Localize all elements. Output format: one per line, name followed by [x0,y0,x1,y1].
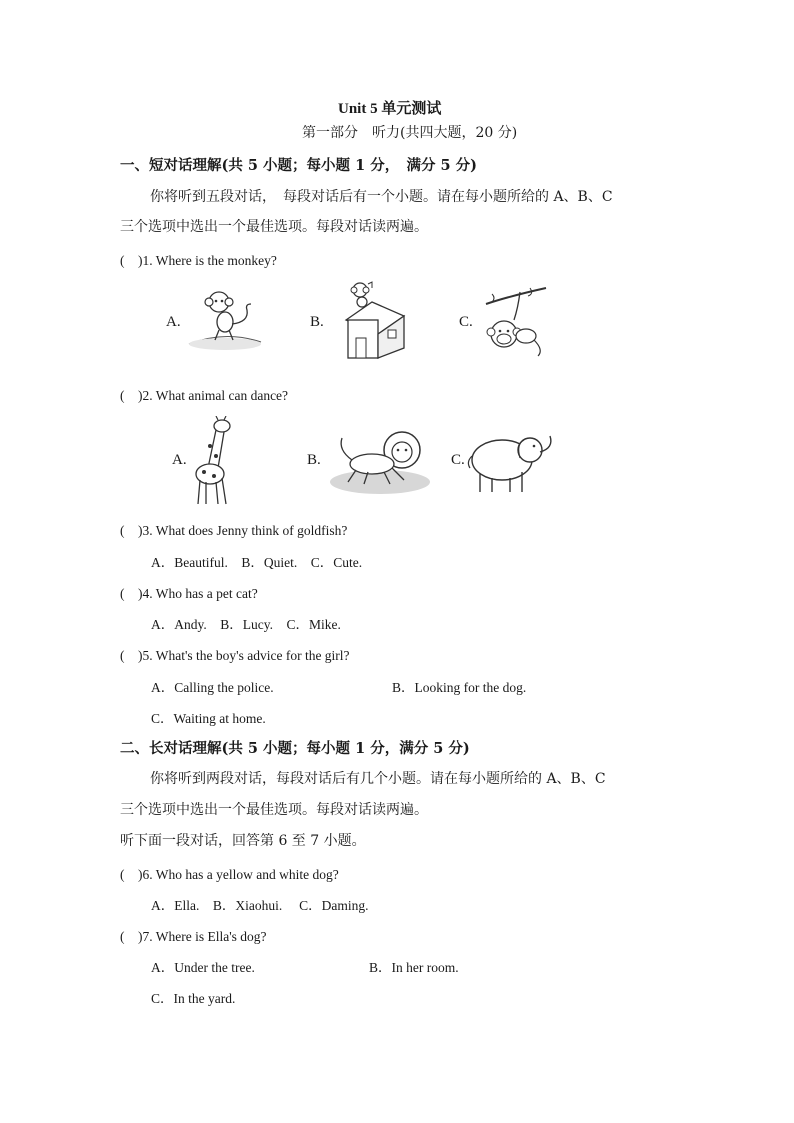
q1-option-c-label: C. [459,314,473,330]
section2-heading: 二、长对话理解(共 5 小题；每小题 1 分，满分 5 分) [120,740,470,757]
question-7-option-c: C．In the yard. [151,991,236,1006]
question-7-option-a: A．Under the tree. [151,960,255,975]
question-2-stem: ( )2. What animal can dance? [120,388,289,403]
monkey-hanging-from-tree-icon [480,284,550,360]
question-1-stem: ( )1. Where is the monkey? [120,253,277,268]
giraffe-icon [188,416,240,506]
q2-option-a-label: A. [172,452,187,468]
section2-sub-instruction: 听下面一段对话，回答第 6 至 7 小题。 [120,833,366,849]
q2-option-b-label: B. [307,452,321,468]
page-title: Unit 5 单元测试 [338,101,442,117]
question-5-stem: ( )5. What's the boy's advice for the girl? [120,648,350,663]
section1-instruction-line2: 三个选项中选出一个最佳选项。每段对话读两遍。 [120,219,428,235]
q1-option-a-label: A. [166,314,181,330]
section1-heading: 一、短对话理解(共 5 小题；每小题 1 分， 满分 5 分) [120,157,478,174]
monkey-on-ground-icon [185,282,265,352]
question-5-option-b: B．Looking for the dog. [392,680,527,695]
section2-instruction-line2: 三个选项中选出一个最佳选项。每段对话读两遍。 [120,802,428,818]
question-6-options: A．Ella. B．Xiaohui. C．Daming. [151,898,369,913]
elephant-icon [462,428,558,496]
q1-option-b-label: B. [310,314,324,330]
question-4-stem: ( )4. Who has a pet cat? [120,586,258,601]
question-3-options: A．Beautiful. B．Quiet. C．Cute. [151,555,363,570]
question-4-options: A．Andy. B．Lucy. C．Mike. [151,617,341,632]
question-5-option-a: A．Calling the police. [151,680,274,695]
question-6-stem: ( )6. Who has a yellow and white dog? [120,867,339,882]
page-subtitle: 第一部分 听力(共四大题，20 分) [302,125,518,141]
lion-icon [328,420,432,496]
question-7-stem: ( )7. Where is Ella's dog? [120,929,267,944]
section2-instruction-line1: 你将听到两段对话，每段对话后有几个小题。请在每小题所给的 A、B、C [150,771,606,787]
q2-option-c-label: C. [451,452,465,468]
question-7-option-b: B．In her room. [369,960,459,975]
section1-instruction-line1: 你将听到五段对话， 每段对话后有一个小题。请在每小题所给的 A、B、C [150,189,613,205]
question-5-option-c: C．Waiting at home. [151,711,266,726]
question-3-stem: ( )3. What does Jenny think of goldfish? [120,523,348,538]
monkey-on-house-icon [338,280,413,362]
